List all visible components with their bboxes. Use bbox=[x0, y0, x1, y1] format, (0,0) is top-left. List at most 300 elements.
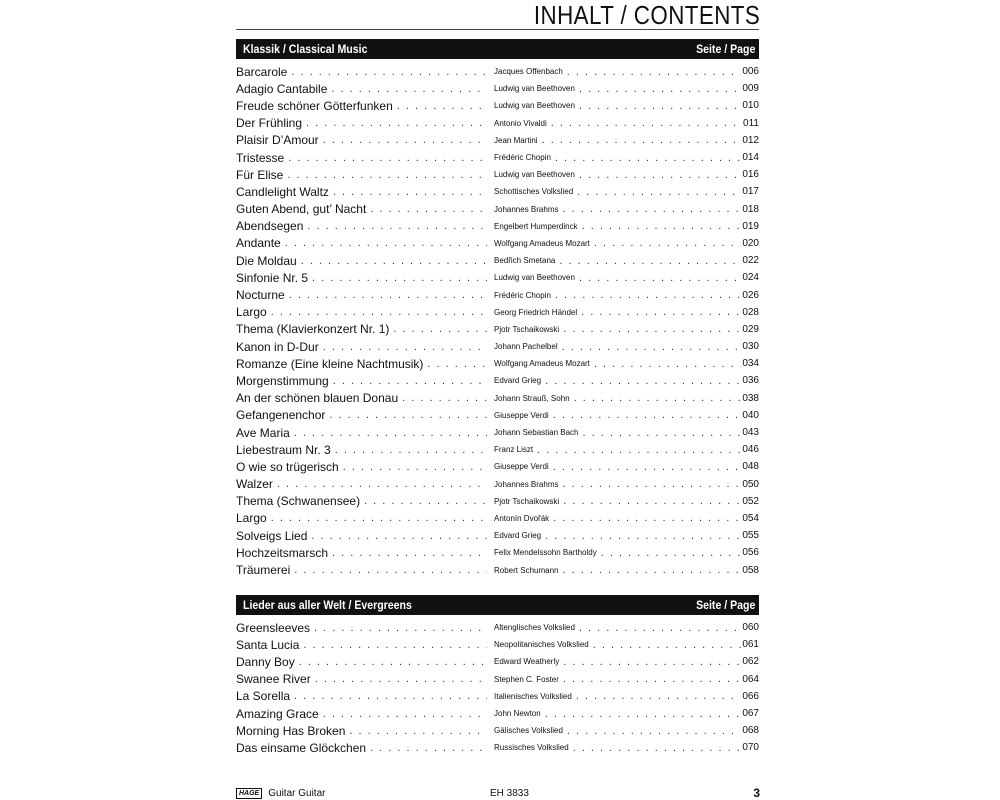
entry-composer: Italienisches Volkslied bbox=[494, 691, 572, 701]
entry-composer-cell bbox=[494, 742, 759, 754]
dot-leader bbox=[294, 427, 487, 439]
dot-leader bbox=[579, 272, 741, 284]
entry-title-cell bbox=[236, 271, 487, 285]
entry-title: Danny Boy bbox=[236, 654, 295, 669]
entry-title: Träumerei bbox=[236, 563, 291, 578]
entry-page: 009 bbox=[742, 83, 759, 95]
section-heading: Lieder aus aller Welt / Evergreens bbox=[243, 598, 412, 612]
dot-leader bbox=[277, 478, 487, 490]
dot-leader bbox=[349, 725, 487, 737]
entry-page: 030 bbox=[742, 341, 759, 353]
toc-entry bbox=[236, 619, 759, 636]
entry-title-cell bbox=[236, 288, 487, 302]
entry-composer-cell bbox=[494, 512, 759, 524]
toc-entry bbox=[236, 338, 759, 355]
entry-page: 026 bbox=[742, 289, 759, 301]
entry-title: Amazing Grace bbox=[236, 706, 319, 721]
entry-title: Largo bbox=[236, 305, 267, 320]
page-column-label: Seite / Page bbox=[695, 598, 755, 612]
dot-leader bbox=[573, 742, 742, 754]
dot-leader bbox=[563, 495, 741, 507]
dot-leader bbox=[311, 530, 487, 542]
entry-title-cell bbox=[236, 443, 487, 457]
entry-page: 024 bbox=[742, 272, 759, 284]
toc-entry bbox=[236, 441, 759, 458]
toc-entry bbox=[236, 458, 759, 475]
entry-page: 046 bbox=[742, 444, 759, 456]
entry-page: 048 bbox=[742, 461, 759, 473]
entry-page: 010 bbox=[742, 100, 759, 112]
dot-leader bbox=[370, 742, 487, 754]
dot-leader bbox=[555, 152, 741, 164]
entry-title: Der Frühling bbox=[236, 116, 303, 131]
entry-composer-cell bbox=[494, 341, 759, 353]
toc-entry bbox=[236, 166, 759, 183]
entry-title-cell bbox=[236, 655, 487, 669]
entry-page: 006 bbox=[742, 66, 759, 78]
dot-leader bbox=[551, 117, 742, 129]
entry-composer-cell bbox=[494, 444, 759, 456]
entry-title: Romanze (Eine kleine Nachtmusik) bbox=[236, 356, 424, 371]
toc-entry bbox=[236, 407, 759, 424]
entry-composer-cell bbox=[494, 152, 759, 164]
entry-composer-cell bbox=[494, 289, 759, 301]
entry-page: 061 bbox=[742, 639, 759, 651]
entry-composer: Felix Mendelssohn Bartholdy bbox=[494, 548, 597, 558]
entry-composer: Bedřich Smetana bbox=[494, 256, 556, 266]
entry-title: Thema (Schwanensee) bbox=[236, 494, 361, 509]
entry-composer: Giuseppe Verdi bbox=[494, 410, 549, 420]
entry-composer-cell bbox=[494, 530, 759, 542]
entry-title-cell bbox=[236, 621, 487, 635]
dot-leader bbox=[555, 289, 741, 301]
entry-title: Santa Lucia bbox=[236, 637, 300, 652]
dot-leader bbox=[562, 478, 741, 490]
dot-leader bbox=[306, 117, 487, 129]
entry-composer: John Newton bbox=[494, 709, 541, 719]
entry-page: 019 bbox=[742, 220, 759, 232]
entry-title: Andante bbox=[236, 236, 281, 251]
footer-brand: Guitar Guitar bbox=[268, 787, 326, 799]
entry-page: 052 bbox=[742, 495, 759, 507]
toc-entry bbox=[236, 372, 759, 389]
dot-leader bbox=[562, 341, 742, 353]
dot-leader bbox=[577, 186, 741, 198]
dot-leader bbox=[581, 306, 741, 318]
entry-composer-cell bbox=[494, 255, 759, 267]
entry-composer-cell bbox=[494, 427, 759, 439]
footer bbox=[236, 787, 760, 799]
toc-entry bbox=[236, 671, 759, 688]
entry-composer: Edvard Grieg bbox=[494, 531, 542, 541]
toc-entry bbox=[236, 201, 759, 218]
entry-composer: Schottisches Volkslied bbox=[494, 187, 574, 197]
dot-leader bbox=[299, 656, 487, 668]
dot-leader bbox=[393, 323, 487, 335]
dot-leader bbox=[323, 134, 487, 146]
toc-entry bbox=[236, 722, 759, 739]
toc-entry bbox=[236, 561, 759, 578]
dot-leader bbox=[562, 564, 741, 576]
toc-entry bbox=[236, 252, 759, 269]
dot-leader bbox=[333, 375, 487, 387]
page-title: INHALT / CONTENTS bbox=[533, 0, 760, 30]
entry-page: 022 bbox=[742, 255, 759, 267]
dot-leader bbox=[301, 255, 487, 267]
entry-title: Liebestraum Nr. 3 bbox=[236, 442, 331, 457]
entry-composer-cell bbox=[494, 306, 759, 318]
dot-leader bbox=[332, 547, 487, 559]
entry-title-cell bbox=[236, 99, 487, 113]
entry-title: Abendsegen bbox=[236, 219, 304, 234]
section-header bbox=[236, 595, 759, 615]
dot-leader bbox=[567, 66, 742, 78]
entry-page: 040 bbox=[742, 409, 759, 421]
toc-entry bbox=[236, 510, 759, 527]
entry-title-cell bbox=[236, 494, 487, 508]
entry-composer: Johann Pachelbel bbox=[494, 342, 558, 352]
toc-entry bbox=[236, 80, 759, 97]
dot-leader bbox=[427, 358, 487, 370]
entry-title-cell bbox=[236, 638, 487, 652]
entry-page: 043 bbox=[742, 427, 759, 439]
toc-entry bbox=[236, 63, 759, 80]
dot-leader bbox=[553, 461, 742, 473]
entry-title: Morning Has Broken bbox=[236, 723, 346, 738]
entry-composer: Pjotr Tschaikowski bbox=[494, 324, 560, 334]
entry-title-cell bbox=[236, 426, 487, 440]
entry-page: 028 bbox=[742, 306, 759, 318]
dot-leader bbox=[574, 392, 742, 404]
toc-entry bbox=[236, 739, 759, 756]
dot-leader bbox=[563, 656, 741, 668]
entry-page: 014 bbox=[742, 152, 759, 164]
dot-leader bbox=[303, 639, 487, 651]
entry-title-cell bbox=[236, 408, 487, 422]
dot-leader bbox=[294, 690, 487, 702]
entry-title: Swanee River bbox=[236, 672, 311, 687]
dot-leader bbox=[594, 358, 741, 370]
entry-composer: Wolfgang Amadeus Mozart bbox=[494, 359, 590, 369]
entry-composer: Johann Sebastian Bach bbox=[494, 428, 579, 438]
entry-composer: Ludwig van Beethoven bbox=[494, 273, 575, 283]
dot-leader bbox=[594, 237, 741, 249]
entry-composer: Gälisches Volkslied bbox=[494, 726, 563, 736]
page-number: 3 bbox=[753, 786, 760, 800]
toc-entry bbox=[236, 390, 759, 407]
dot-leader bbox=[576, 690, 741, 702]
entry-title: Kanon in D-Dur bbox=[236, 339, 319, 354]
section-heading: Klassik / Classical Music bbox=[243, 42, 368, 56]
entry-composer: Franz Liszt bbox=[494, 445, 534, 455]
entry-title-cell bbox=[236, 219, 487, 233]
section-classical bbox=[236, 39, 759, 579]
entry-title: Sinfonie Nr. 5 bbox=[236, 270, 309, 285]
entry-page: 036 bbox=[742, 375, 759, 387]
entry-page: 020 bbox=[742, 237, 759, 249]
toc-entry bbox=[236, 235, 759, 252]
entry-title-cell bbox=[236, 477, 487, 491]
entry-composer-cell bbox=[494, 461, 759, 473]
entry-page: 068 bbox=[742, 725, 759, 737]
entry-composer-cell bbox=[494, 203, 759, 215]
entry-title-cell bbox=[236, 546, 487, 560]
entry-composer-cell bbox=[494, 134, 759, 146]
entry-composer-cell bbox=[494, 392, 759, 404]
entry-composer: Antonín Dvořák bbox=[494, 513, 550, 523]
entry-page: 067 bbox=[742, 708, 759, 720]
dot-leader bbox=[364, 495, 487, 507]
entry-composer: Engelbert Humperdinck bbox=[494, 221, 578, 231]
entry-title-cell bbox=[236, 724, 487, 738]
entry-title: Greensleeves bbox=[236, 620, 311, 635]
dot-leader bbox=[289, 289, 487, 301]
entry-composer-cell bbox=[494, 66, 759, 78]
dot-leader bbox=[402, 392, 487, 404]
dot-leader bbox=[593, 639, 742, 651]
publisher-logo: HAGE bbox=[236, 788, 262, 799]
dot-leader bbox=[562, 203, 741, 215]
entry-composer: Ludwig van Beethoven bbox=[494, 170, 575, 180]
toc-entry bbox=[236, 493, 759, 510]
entry-title: Gefangenenchor bbox=[236, 408, 326, 423]
toc-entry bbox=[236, 304, 759, 321]
entry-composer: Johann Strauß, Sohn bbox=[494, 393, 570, 403]
entry-composer: Georg Friedrich Händel bbox=[494, 307, 578, 317]
entry-composer-cell bbox=[494, 622, 759, 634]
toc-entry bbox=[236, 132, 759, 149]
entry-title: Tristesse bbox=[236, 150, 285, 165]
toc-entry bbox=[236, 183, 759, 200]
entry-composer-cell bbox=[494, 186, 759, 198]
dot-leader bbox=[563, 673, 741, 685]
entry-title-cell bbox=[236, 689, 487, 703]
entry-title-cell bbox=[236, 391, 487, 405]
entry-title: An der schönen blauen Donau bbox=[236, 391, 399, 406]
entry-title: O wie so trügerisch bbox=[236, 459, 339, 474]
entry-composer-cell bbox=[494, 495, 759, 507]
entry-composer: Frédéric Chopin bbox=[494, 153, 551, 163]
entry-composer: Robert Schumann bbox=[494, 565, 559, 575]
dot-leader bbox=[579, 622, 741, 634]
entry-page: 018 bbox=[742, 203, 759, 215]
entry-composer: Ludwig van Beethoven bbox=[494, 84, 575, 94]
entry-title-cell bbox=[236, 151, 487, 165]
entry-composer: Giuseppe Verdi bbox=[494, 462, 549, 472]
toc-entry bbox=[236, 218, 759, 235]
dot-leader bbox=[271, 306, 487, 318]
toc-entry bbox=[236, 286, 759, 303]
entry-title: Barcarole bbox=[236, 64, 288, 79]
dot-leader bbox=[343, 461, 487, 473]
entry-composer: Johannes Brahms bbox=[494, 479, 559, 489]
toc-entry bbox=[236, 688, 759, 705]
entry-composer: Frédéric Chopin bbox=[494, 290, 551, 300]
entry-composer-cell bbox=[494, 323, 759, 335]
dot-leader bbox=[271, 512, 487, 524]
entry-title-cell bbox=[236, 511, 487, 525]
title-rule bbox=[236, 29, 759, 30]
entry-title-cell bbox=[236, 65, 487, 79]
entry-title-cell bbox=[236, 357, 487, 371]
entry-page: 064 bbox=[742, 673, 759, 685]
entry-title: Hochzeitsmarsch bbox=[236, 545, 329, 560]
entry-title: Guten Abend, gut’ Nacht bbox=[236, 202, 367, 217]
entry-composer-cell bbox=[494, 673, 759, 685]
entry-page: 055 bbox=[742, 530, 759, 542]
entry-composer: Ludwig van Beethoven bbox=[494, 101, 575, 111]
dot-leader bbox=[315, 673, 487, 685]
entry-page: 060 bbox=[742, 622, 759, 634]
entry-composer: Jacques Offenbach bbox=[494, 67, 563, 77]
dot-leader bbox=[397, 100, 487, 112]
entry-title-cell bbox=[236, 254, 487, 268]
entry-title: Thema (Klavierkonzert Nr. 1) bbox=[236, 322, 390, 337]
entry-composer-cell bbox=[494, 169, 759, 181]
entry-composer: Wolfgang Amadeus Mozart bbox=[494, 238, 590, 248]
entry-title-cell bbox=[236, 185, 487, 199]
entry-composer-cell bbox=[494, 690, 759, 702]
dot-leader bbox=[294, 564, 487, 576]
entry-title: Für Elise bbox=[236, 167, 284, 182]
dot-leader bbox=[579, 83, 741, 95]
entry-title: Candlelight Waltz bbox=[236, 184, 329, 199]
entry-title: Nocturne bbox=[236, 288, 285, 303]
entry-composer-cell bbox=[494, 358, 759, 370]
catalog-code: EH 3833 bbox=[490, 787, 529, 799]
dot-leader bbox=[601, 547, 742, 559]
entry-title-cell bbox=[236, 741, 487, 755]
entry-title: Freude schöner Götterfunken bbox=[236, 98, 393, 113]
entry-title-cell bbox=[236, 82, 487, 96]
toc-entry bbox=[236, 705, 759, 722]
toc-entry bbox=[236, 149, 759, 166]
entry-page: 012 bbox=[742, 134, 759, 146]
dot-leader bbox=[323, 708, 487, 720]
dot-leader bbox=[553, 512, 741, 524]
entry-page: 034 bbox=[742, 358, 759, 370]
entry-composer: Neopolitanisches Volkslied bbox=[494, 640, 589, 650]
entry-composer: Johannes Brahms bbox=[494, 204, 559, 214]
toc-entry bbox=[236, 476, 759, 493]
entry-composer: Edward Weatherly bbox=[494, 657, 560, 667]
entry-composer-cell bbox=[494, 725, 759, 737]
entry-title-cell bbox=[236, 707, 487, 721]
dot-leader bbox=[331, 83, 487, 95]
entry-title: Adagio Cantabile bbox=[236, 81, 328, 96]
entry-page: 017 bbox=[742, 186, 759, 198]
dot-leader bbox=[333, 186, 487, 198]
entry-title-cell bbox=[236, 460, 487, 474]
entry-composer-cell bbox=[494, 547, 759, 559]
entry-title: Ave Maria bbox=[236, 425, 290, 440]
toc-entry bbox=[236, 636, 759, 653]
entry-page: 016 bbox=[742, 169, 759, 181]
entry-title: Largo bbox=[236, 511, 267, 526]
toc-entry bbox=[236, 544, 759, 561]
dot-leader bbox=[553, 409, 742, 421]
toc-entry bbox=[236, 321, 759, 338]
dot-leader bbox=[582, 220, 742, 232]
entry-list bbox=[236, 63, 759, 579]
entry-title-cell bbox=[236, 116, 487, 130]
dot-leader bbox=[567, 725, 741, 737]
dot-leader bbox=[323, 341, 487, 353]
entry-page: 056 bbox=[742, 547, 759, 559]
dot-leader bbox=[559, 255, 741, 267]
entry-title-cell bbox=[236, 236, 487, 250]
entry-title: Morgenstimmung bbox=[236, 373, 329, 388]
entry-composer-cell bbox=[494, 478, 759, 490]
entry-title-cell bbox=[236, 340, 487, 354]
entry-composer: Antonio Vivaldi bbox=[494, 118, 547, 128]
entry-title-cell bbox=[236, 529, 487, 543]
dot-leader bbox=[579, 100, 741, 112]
page-column-label: Seite / Page bbox=[695, 42, 755, 56]
dot-leader bbox=[287, 169, 487, 181]
dot-leader bbox=[285, 237, 487, 249]
entry-title-cell bbox=[236, 374, 487, 388]
entry-composer-cell bbox=[494, 83, 759, 95]
dot-leader bbox=[312, 272, 487, 284]
entry-page: 066 bbox=[742, 690, 759, 702]
entry-composer: Altenglisches Volkslied bbox=[494, 623, 575, 633]
entry-page: 029 bbox=[742, 323, 759, 335]
entry-title: Das einsame Glöckchen bbox=[236, 740, 367, 755]
dot-leader bbox=[329, 409, 487, 421]
dot-leader bbox=[563, 323, 741, 335]
entry-composer: Pjotr Tschaikowski bbox=[494, 496, 560, 506]
dot-leader bbox=[307, 220, 487, 232]
entry-composer: Russisches Volkslied bbox=[494, 743, 569, 753]
toc-entry bbox=[236, 424, 759, 441]
entry-title: Plaisir D’Amour bbox=[236, 133, 319, 148]
entry-title-cell bbox=[236, 305, 487, 319]
toc-entry bbox=[236, 97, 759, 114]
dot-leader bbox=[545, 375, 741, 387]
toc-entry bbox=[236, 355, 759, 372]
entry-composer: Stephen C. Foster bbox=[494, 674, 559, 684]
entry-composer-cell bbox=[494, 375, 759, 387]
entry-title-cell bbox=[236, 133, 487, 147]
entry-page: 062 bbox=[742, 656, 759, 668]
entry-title-cell bbox=[236, 202, 487, 216]
entry-composer-cell bbox=[494, 237, 759, 249]
entry-composer-cell bbox=[494, 220, 759, 232]
entry-page: 050 bbox=[742, 478, 759, 490]
entry-composer: Jean Martini bbox=[494, 135, 538, 145]
entry-composer-cell bbox=[494, 117, 759, 129]
entry-composer-cell bbox=[494, 100, 759, 112]
section-header bbox=[236, 39, 759, 59]
entry-composer-cell bbox=[494, 708, 759, 720]
entry-composer-cell bbox=[494, 409, 759, 421]
entry-page: 038 bbox=[742, 392, 759, 404]
entry-title-cell bbox=[236, 168, 487, 182]
entry-composer-cell bbox=[494, 656, 759, 668]
dot-leader bbox=[370, 203, 487, 215]
dot-leader bbox=[542, 134, 742, 146]
entry-composer: Edvard Grieg bbox=[494, 376, 542, 386]
entry-title: Walzer bbox=[236, 477, 273, 492]
dot-leader bbox=[545, 708, 742, 720]
toc-entry bbox=[236, 269, 759, 286]
entry-composer-cell bbox=[494, 639, 759, 651]
dot-leader bbox=[288, 152, 487, 164]
entry-page: 058 bbox=[742, 564, 759, 576]
entry-page: 011 bbox=[743, 117, 759, 129]
entry-page: 070 bbox=[742, 742, 759, 754]
